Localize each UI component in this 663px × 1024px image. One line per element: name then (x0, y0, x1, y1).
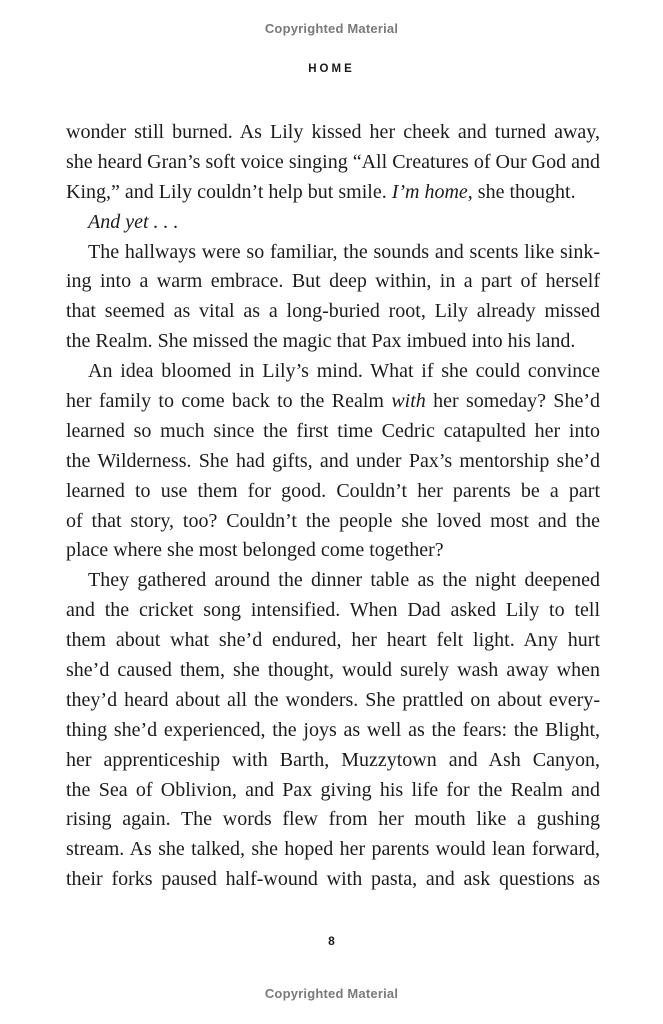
text-run: her someday? She’d (425, 390, 601, 413)
text-run: thing she’d experienced, the joys as well as the fears: the Blight, (66, 718, 600, 741)
paragraph (66, 357, 600, 566)
text-line (66, 267, 600, 297)
text-run: the Realm. She missed the magic that Pax imbued into his land. (66, 330, 576, 353)
copyright-watermark-bottom: Copyrighted Material (264, 986, 399, 1001)
text-run: the Sea of Oblivion, and Pax giving his life for the Realm and (66, 778, 600, 801)
text-run: them about what she’d endured, her heart felt light. Any hurt (66, 629, 600, 652)
text-line (66, 536, 600, 566)
copyright-watermark-top: Copyrighted Material (264, 21, 399, 36)
text-run: stream. As she talked, she hoped her parents would lean forward, (66, 838, 600, 861)
paragraph (66, 566, 600, 895)
text-line (66, 507, 600, 537)
text-run: ing into a warm embrace. But deep within, in a part of herself (66, 270, 600, 293)
text-line (66, 626, 600, 656)
paragraph (66, 118, 600, 208)
text-run: place where she most belonged come together? (66, 539, 444, 562)
text-line (66, 865, 600, 895)
text-line (66, 447, 600, 477)
text-line (66, 596, 600, 626)
text-line (66, 387, 600, 417)
text-run: They gathered around the dinner table as the night deepened (88, 569, 600, 592)
text-line (66, 746, 600, 776)
text-run: that seemed as vital as a long-buried root, Lily already missed (66, 300, 600, 323)
text-run: she heard Gran’s soft voice singing “All Creatures of Our God and (66, 150, 600, 173)
text-run: learned so much since the first time Cedric catapulted her into (66, 419, 600, 442)
italic-text: And yet . . . (88, 210, 179, 233)
text-line (66, 805, 600, 835)
paragraph (66, 208, 600, 238)
text-line (66, 656, 600, 686)
text-line (66, 327, 600, 357)
text-line (66, 776, 600, 806)
text-run: of that story, too? Couldn’t the people she loved most and the (66, 509, 600, 532)
text-line (66, 297, 600, 327)
text-run: learned to use them for good. Couldn’t her parents be a part (66, 479, 600, 502)
text-run: The hallways were so familiar, the sounds and scents like sink- (88, 240, 600, 263)
text-run: her family to come back to the Realm (66, 390, 392, 413)
body-text (66, 118, 600, 895)
text-line (66, 566, 600, 596)
text-run: she’d caused them, she thought, would surely wash away when (66, 659, 600, 682)
italic-text: I’m home (391, 180, 468, 203)
text-run: , she thought. (467, 180, 576, 203)
text-line (66, 118, 600, 148)
italic-text: with (391, 390, 426, 413)
text-run: King,” and Lily couldn’t help but smile. (66, 180, 392, 203)
text-run: they’d heard about all the wonders. She prattled on about every- (66, 688, 600, 711)
text-run: and the cricket song intensified. When Dad asked Lily to tell (66, 599, 600, 622)
page-number: 8 (328, 934, 335, 948)
text-run: her apprenticeship with Barth, Muzzytown and Ash Canyon, (66, 748, 600, 771)
text-line (66, 208, 600, 238)
text-run: wonder still burned. As Lily kissed her cheek and turned away, (66, 121, 600, 143)
text-line (66, 716, 600, 746)
text-line (66, 477, 600, 507)
text-line (66, 238, 600, 268)
text-run: An idea bloomed in Lily’s mind. What if she could convince (88, 360, 600, 383)
paragraph (66, 238, 600, 358)
text-run: the Wilderness. She had gifts, and under Pax’s mentorship she’d (66, 449, 600, 472)
text-line (66, 357, 600, 387)
running-head: HOME (308, 63, 355, 75)
text-line (66, 835, 600, 865)
text-line (66, 178, 600, 208)
text-run: their forks paused half-wound with pasta, and ask questions as (66, 868, 600, 891)
text-line (66, 148, 600, 178)
text-line (66, 686, 600, 716)
text-line (66, 417, 600, 447)
text-run: rising again. The words flew from her mouth like a gushing (66, 808, 600, 831)
